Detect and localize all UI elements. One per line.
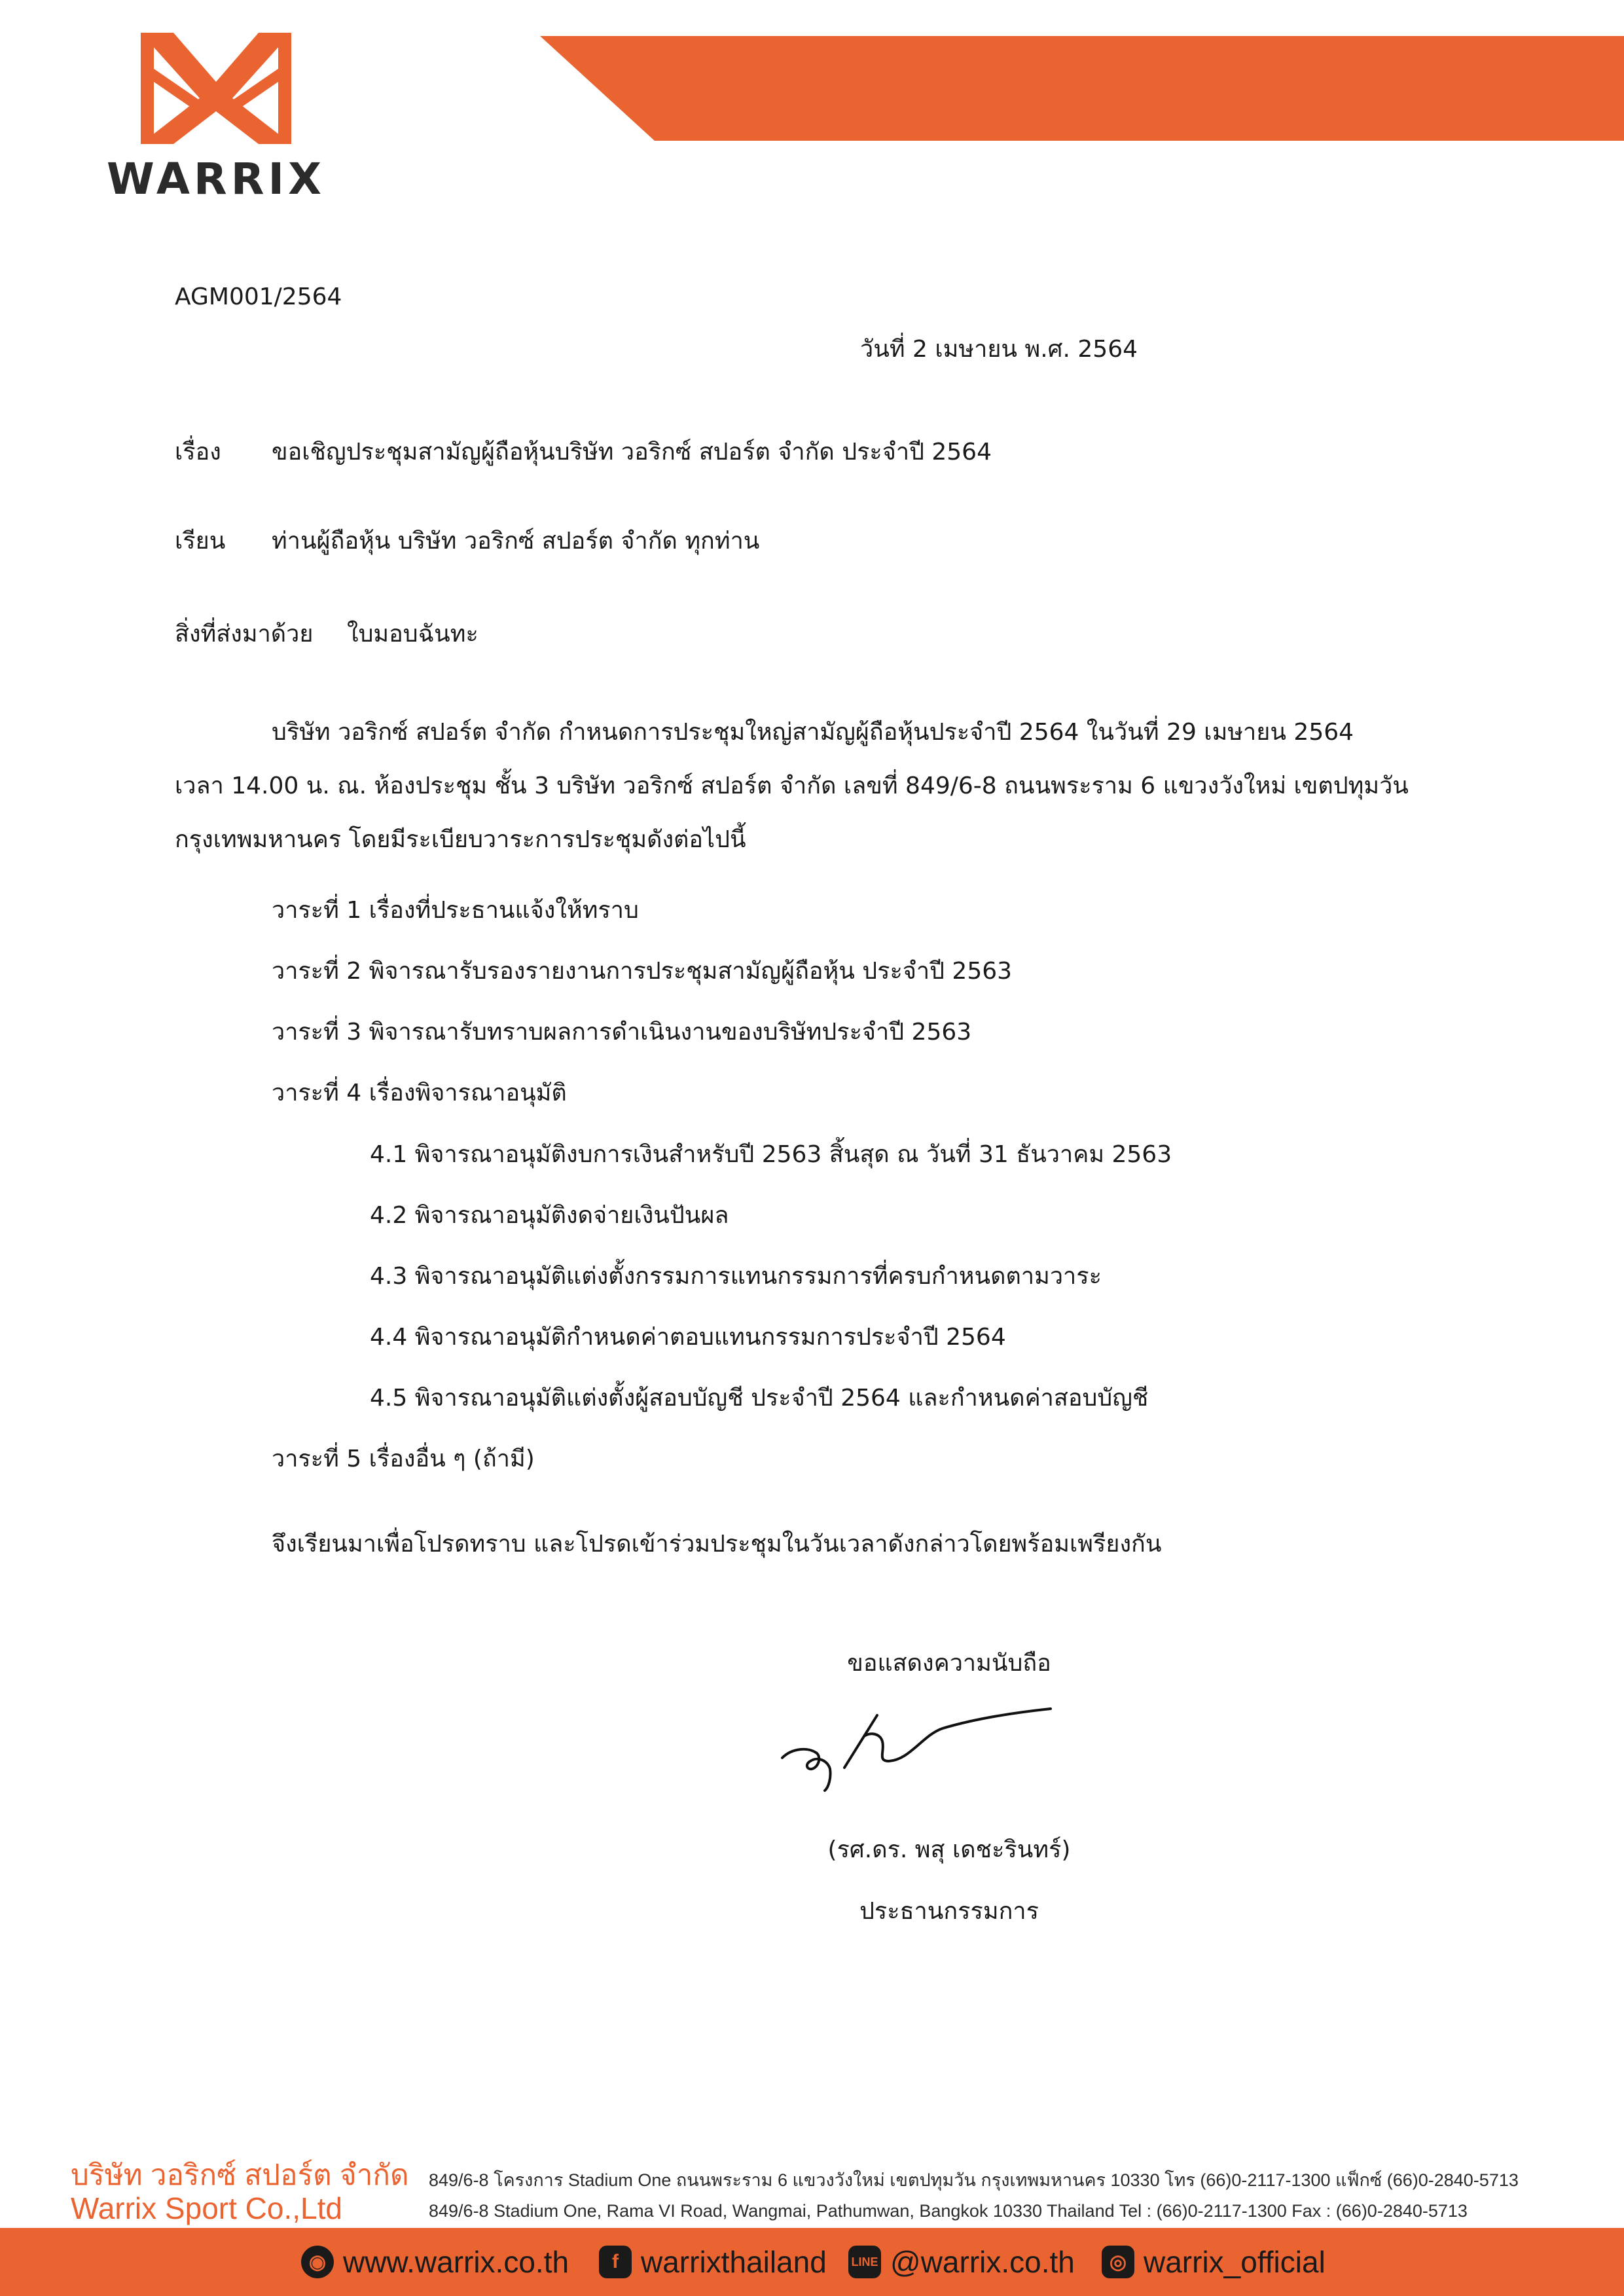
body-line: กรุงเทพมหานคร โดยมีระเบียบวาระการประชุมดังต่อไปนี้ <box>175 826 746 853</box>
body-paragraph <box>175 706 1484 867</box>
recipient-label: เรียน <box>175 528 226 555</box>
recipient-text: ท่านผู้ถือหุ้น บริษัท วอริกซ์ สปอร์ต จำกัด ทุกท่าน <box>272 528 760 555</box>
social-facebook[interactable] <box>599 2239 827 2285</box>
instagram-icon: ◎ <box>1102 2246 1134 2278</box>
letter-date: วันที่ 2 เมษายน พ.ศ. 2564 <box>860 336 1138 363</box>
agenda-item: วาระที่ 2 พิจารณารับรองรายงานการประชุมสามัญผู้ถือหุ้น ประจำปี 2563 <box>272 958 1013 985</box>
signer-title: ประธานกรรมการ <box>859 1898 1039 1925</box>
sub-agenda-item: 4.1 พิจารณาอนุมัติงบการเงินสำหรับปี 2563 สิ้นสุด ณ วันที่ 31 ธันวาคม 2563 <box>370 1141 1172 1168</box>
warrix-logo-mark-icon <box>79 33 353 154</box>
footer-address-th: 849/6-8 โครงการ Stadium One ถนนพระราม 6 แขวงวังใหม่ เขตปทุมวัน กรุงเทพมหานคร 10330 โทร (66)0-2117-1300 แฟ็กซ์ (66)0-2840-5713 <box>429 2170 1519 2190</box>
enclosure-label: สิ่งที่ส่งมาด้วย <box>175 621 314 647</box>
social-facebook-text: warrixthailand <box>641 2245 827 2279</box>
sub-agenda-item: 4.5 พิจารณาอนุมัติแต่งตั้งผู้สอบบัญชี ประจำปี 2564 และกำหนดค่าสอบบัญชี <box>370 1385 1149 1412</box>
agenda-item: วาระที่ 4 เรื่องพิจารณาอนุมัติ <box>272 1080 567 1106</box>
logo-wordmark: WARRIX <box>107 154 325 204</box>
social-line-text: @warrix.co.th <box>890 2245 1075 2279</box>
enclosure-text: ใบมอบฉันทะ <box>347 621 478 647</box>
signature-image <box>772 1696 1060 1794</box>
agenda-item: วาระที่ 1 เรื่องที่ประธานแจ้งให้ทราบ <box>272 897 639 924</box>
footer-company-name-en: Warrix Sport Co.,Ltd <box>71 2191 342 2225</box>
line-icon: LINE <box>848 2246 881 2278</box>
subject-label: เรื่อง <box>175 439 221 465</box>
body-line: เวลา 14.00 น. ณ. ห้องประชุม ชั้น 3 บริษัท วอริกซ์ สปอร์ต จำกัด เลขที่ 849/6-8 ถนนพระราม 6 แขวงวังใหม่ เขตปทุมวัน <box>175 773 1409 799</box>
globe-icon: ◉ <box>301 2246 334 2278</box>
social-website[interactable] <box>301 2239 569 2285</box>
closing-sentence: จึงเรียนมาเพื่อโปรดทราบ และโปรดเข้าร่วมประชุมในวันเวลาดังกล่าวโดยพร้อมเพรียงกัน <box>272 1531 1162 1558</box>
warrix-logo <box>79 33 353 203</box>
document-reference: AGM001/2564 <box>175 283 342 310</box>
sub-agenda-item: 4.4 พิจารณาอนุมัติกำหนดค่าตอบแทนกรรมการประจำปี 2564 <box>370 1324 1006 1351</box>
agenda-item: วาระที่ 3 พิจารณารับทราบผลการดำเนินงานของบริษัทประจำปี 2563 <box>272 1019 972 1046</box>
sub-agenda-item: 4.3 พิจารณาอนุมัติแต่งตั้งกรรมการแทนกรรมการที่ครบกำหนดตามวาระ <box>370 1263 1102 1290</box>
social-instagram[interactable] <box>1102 2239 1326 2285</box>
footer-company-name-th: บริษัท วอริกซ์ สปอร์ต จำกัด <box>71 2159 409 2191</box>
facebook-icon: f <box>599 2246 632 2278</box>
signer-name: (รศ.ดร. พสุ เดชะรินทร์) <box>827 1836 1071 1863</box>
sub-agenda-item: 4.2 พิจารณาอนุมัติงดจ่ายเงินปันผล <box>370 1202 729 1229</box>
body-line: บริษัท วอริกซ์ สปอร์ต จำกัด กำหนดการประชุมใหญ่สามัญผู้ถือหุ้นประจำปี 2564 ในวันที่ 29 เมษายน 2564 <box>272 719 1354 746</box>
social-line[interactable] <box>848 2239 1075 2285</box>
regards-text: ขอแสดงความนับถือ <box>847 1650 1051 1677</box>
social-website-text: www.warrix.co.th <box>343 2245 569 2279</box>
subject-text: ขอเชิญประชุมสามัญผู้ถือหุ้นบริษัท วอริกซ์ สปอร์ต จำกัด ประจำปี 2564 <box>272 439 992 465</box>
footer-address-en: 849/6-8 Stadium One, Rama VI Road, Wangmai, Pathumwan, Bangkok 10330 Thailand Tel : (66)0-2117-1300 Fax : (66)0-2840-5713 <box>429 2201 1468 2221</box>
social-instagram-text: warrix_official <box>1144 2245 1326 2279</box>
agenda-item: วาระที่ 5 เรื่องอื่น ๆ (ถ้ามี) <box>272 1446 535 1472</box>
